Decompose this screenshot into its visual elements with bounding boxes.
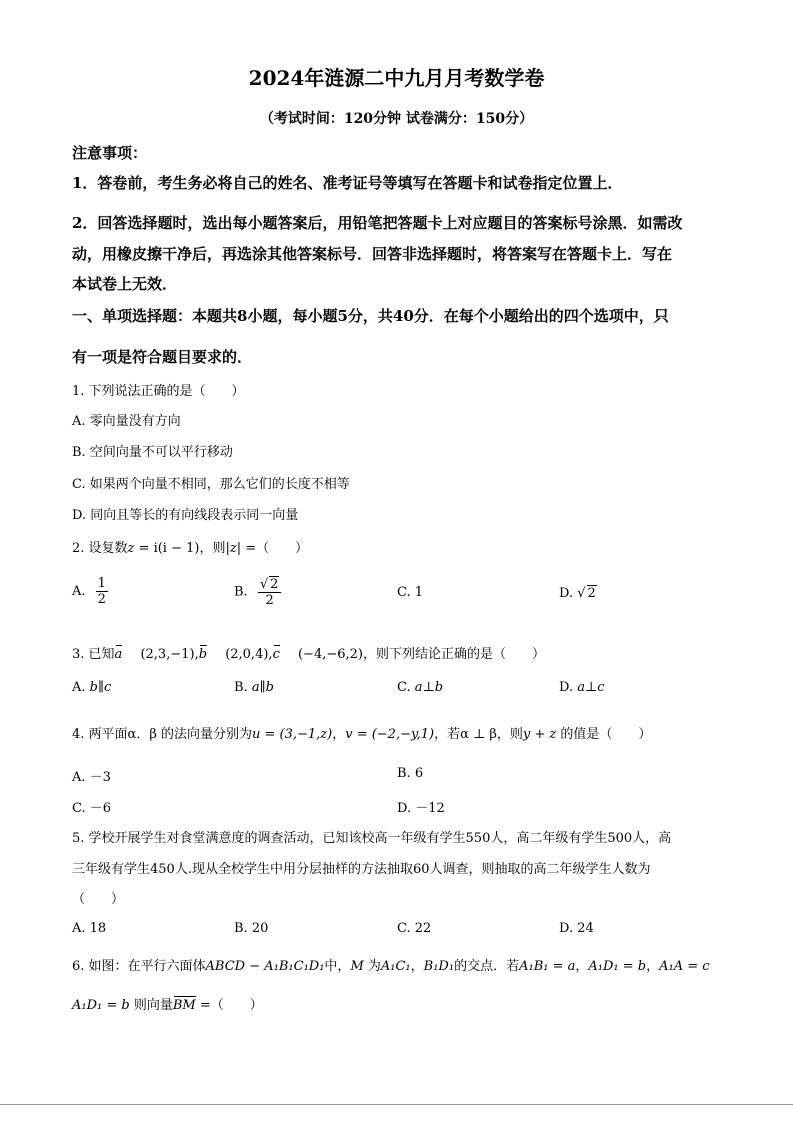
q6-vector-eq-3: A₁A = c <box>659 959 710 974</box>
q3-option-d-expr: a⊥c <box>577 680 605 695</box>
q2-option-d-label: D. <box>559 586 574 601</box>
q4-option-d: D. －12 <box>397 801 445 816</box>
q6-stem-post: 则向量 <box>133 998 173 1013</box>
q2-option-a-fraction <box>96 576 108 607</box>
q3-vector-b: b <box>198 647 208 662</box>
exam-info: （考试时间：120分钟 试卷满分：150分） <box>259 111 534 127</box>
q2-option-a <box>72 576 108 607</box>
q1-stem: 1. 下列说法正确的是（ ） <box>72 384 245 399</box>
q4-option-c: C. －6 <box>72 801 112 816</box>
q5-option-a: A. 18 <box>72 921 107 936</box>
q5-stem-line-3: （ ） <box>72 892 125 907</box>
q3-option-a-label: A. <box>72 680 86 695</box>
q3-option-b-expr: a∥b <box>251 680 274 695</box>
q5-stem-line-2: 三年级有学生450人.现从全校学生中用分层抽样的方法抽取60人调查，则抽取的高二年级学生人数为 <box>72 862 651 877</box>
q5-option-c: C. 22 <box>397 921 432 936</box>
q4-option-a: A. －3 <box>72 770 111 785</box>
q6-stem-pre: 6. 如图：在平行六面体 <box>72 959 206 974</box>
q6-stem-line-1: 6. 如图：在平行六面体ABCD − A₁B₁C₁D₁中，M 为A₁C₁，B₁D₁的交点．若A₁B₁ = a，A₁D₁ = b，A₁A = c <box>72 959 710 974</box>
section-heading-line-1: 一、单项选择题：本题共8小题，每小题5分，共40分．在每个小题给出的四个选项中，只 <box>72 307 669 325</box>
notice-item-2-line-3: 本试卷上无效． <box>72 275 178 293</box>
q2-stem-mid: ，则 <box>199 541 226 556</box>
q3-option-c-label: C. <box>397 680 411 695</box>
q2-option-a-denominator: 2 <box>97 592 106 607</box>
q2-option-a-numerator: 1 <box>97 576 106 591</box>
q1-option-c: C. 如果两个向量不相同，那么它们的长度不相等 <box>72 477 350 492</box>
q5-stem-line-1: 5. 学校开展学生对食堂满意度的调查活动，已知该校高一年级有学生550人，高二年级有学生500人，高 <box>72 831 672 846</box>
q3-stem: 3. 已知a (2,3,−1),b (2,0,4),c (−4,−6,2)，则下列结论正确的是（ ） <box>72 647 546 662</box>
q3-vector-c-value: (−4,−6,2) <box>297 647 363 662</box>
q1-option-b: B. 空间向量不可以平行移动 <box>72 445 233 460</box>
q3-vector-c: c <box>272 647 280 662</box>
page-bottom-rule <box>0 1104 793 1105</box>
q3-option-b-label: B. <box>234 680 248 695</box>
q5-option-b: B. 20 <box>234 921 269 936</box>
q4-separator: ， <box>332 727 346 742</box>
q6-vector-eq-repeat: A₁D₁ = b <box>72 998 130 1013</box>
q2-stem <box>72 537 308 556</box>
q2-option-d: D. √ 2 <box>559 586 596 601</box>
q2-z: z <box>127 541 135 556</box>
q6-stem-end: =（ ） <box>195 998 263 1013</box>
q6-vector-bm: BM <box>172 998 196 1013</box>
q4-stem-pre: 4. 两平面α．β 的法向量分别为 <box>72 727 252 742</box>
q6-vector-eq-1: A₁B₁ = a <box>519 959 576 974</box>
q4-stem-mid: ，若α ⊥ β，则 <box>434 727 523 742</box>
q3-option-d-label: D. <box>559 680 574 695</box>
q2-option-d-radicand: 2 <box>587 586 596 601</box>
q2-option-b-numerator: √ 2 <box>258 576 282 593</box>
q2-stem-post: =（ ） <box>241 541 309 556</box>
q3-vector-a-value: (2,3,−1) <box>140 647 195 662</box>
q6-stem-mid-3: 的交点．若 <box>454 959 520 974</box>
q6-diagonal-ac: A₁C₁ <box>380 959 411 974</box>
q6-comma: ， <box>410 959 424 974</box>
q3-vector-a: a <box>114 647 123 662</box>
q4-normal-v: v = (−2,−y,1) <box>345 727 435 742</box>
notice-item-2-line-2: 动，用橡皮擦干净后，再选涂其他答案标号．回答非选择题时，将答案写在答题卡上．写在 <box>72 245 673 263</box>
q2-option-b <box>234 576 281 608</box>
q2-modulus: |z| <box>225 541 242 556</box>
q3-option-a <box>72 680 111 695</box>
q4-stem-post: 的值是（ ） <box>556 727 652 742</box>
q3-stem-post: ，则下列结论正确的是（ ） <box>363 647 546 662</box>
q2-option-b-denominator: 2 <box>265 593 274 608</box>
q2-definition: = i(i − 1) <box>134 541 200 556</box>
q2-stem-pre: 2. 设复数 <box>72 541 128 556</box>
q3-option-d <box>559 680 605 695</box>
q6-vector-eq-2: A₁D₁ = b <box>588 959 647 974</box>
q4-stem <box>72 723 651 742</box>
q4-target-expr: y + z <box>522 727 557 742</box>
q2-option-b-radicand: 2 <box>270 577 279 592</box>
q6-point-m: M <box>350 959 364 974</box>
q6-diagonal-bd: B₁D₁ <box>423 959 455 974</box>
page-title: 2024年涟源二中九月月考数学卷 <box>248 66 545 90</box>
q6-stem-mid-1: 中， <box>324 959 351 974</box>
q4-normal-u: u = (3,−1,z) <box>251 727 333 742</box>
q3-option-b <box>234 680 274 695</box>
q2-option-b-label: B. <box>234 584 248 600</box>
q2-option-b-fraction <box>258 576 282 608</box>
q3-stem-pre: 3. 已知 <box>72 647 115 662</box>
q2-option-c: C. 1 <box>397 585 424 600</box>
q6-stem-line-2 <box>72 994 263 1013</box>
q3-option-c-expr: a⊥b <box>414 680 444 695</box>
q2-option-a-label: A. <box>72 584 86 599</box>
notice-item-2-line-1: 2．回答选择题时，选出每小题答案后，用铅笔把答题卡上对应题目的答案标号涂黑．如需改 <box>72 214 683 232</box>
q3-option-c <box>397 680 443 695</box>
q5-option-d: D. 24 <box>559 921 594 936</box>
q3-vector-b-value: (2,0,4) <box>225 647 269 662</box>
q1-option-d: D. 同向且等长的有向线段表示同一向量 <box>72 508 299 523</box>
q6-solid-name: ABCD − A₁B₁C₁D₁ <box>205 959 325 974</box>
section-heading-line-2: 有一项是符合题目要求的． <box>72 348 253 366</box>
notice-heading: 注意事项： <box>72 144 148 162</box>
q3-option-a-expr: b∥c <box>89 680 112 695</box>
q1-option-a: A. 零向量没有方向 <box>72 414 181 429</box>
q6-stem-mid-2: 为 <box>363 959 381 974</box>
notice-item-1: 1．答卷前，考生务必将自己的姓名、准考证号等填写在答题卡和试卷指定位置上． <box>72 174 623 192</box>
q4-option-b: B. 6 <box>397 766 424 781</box>
